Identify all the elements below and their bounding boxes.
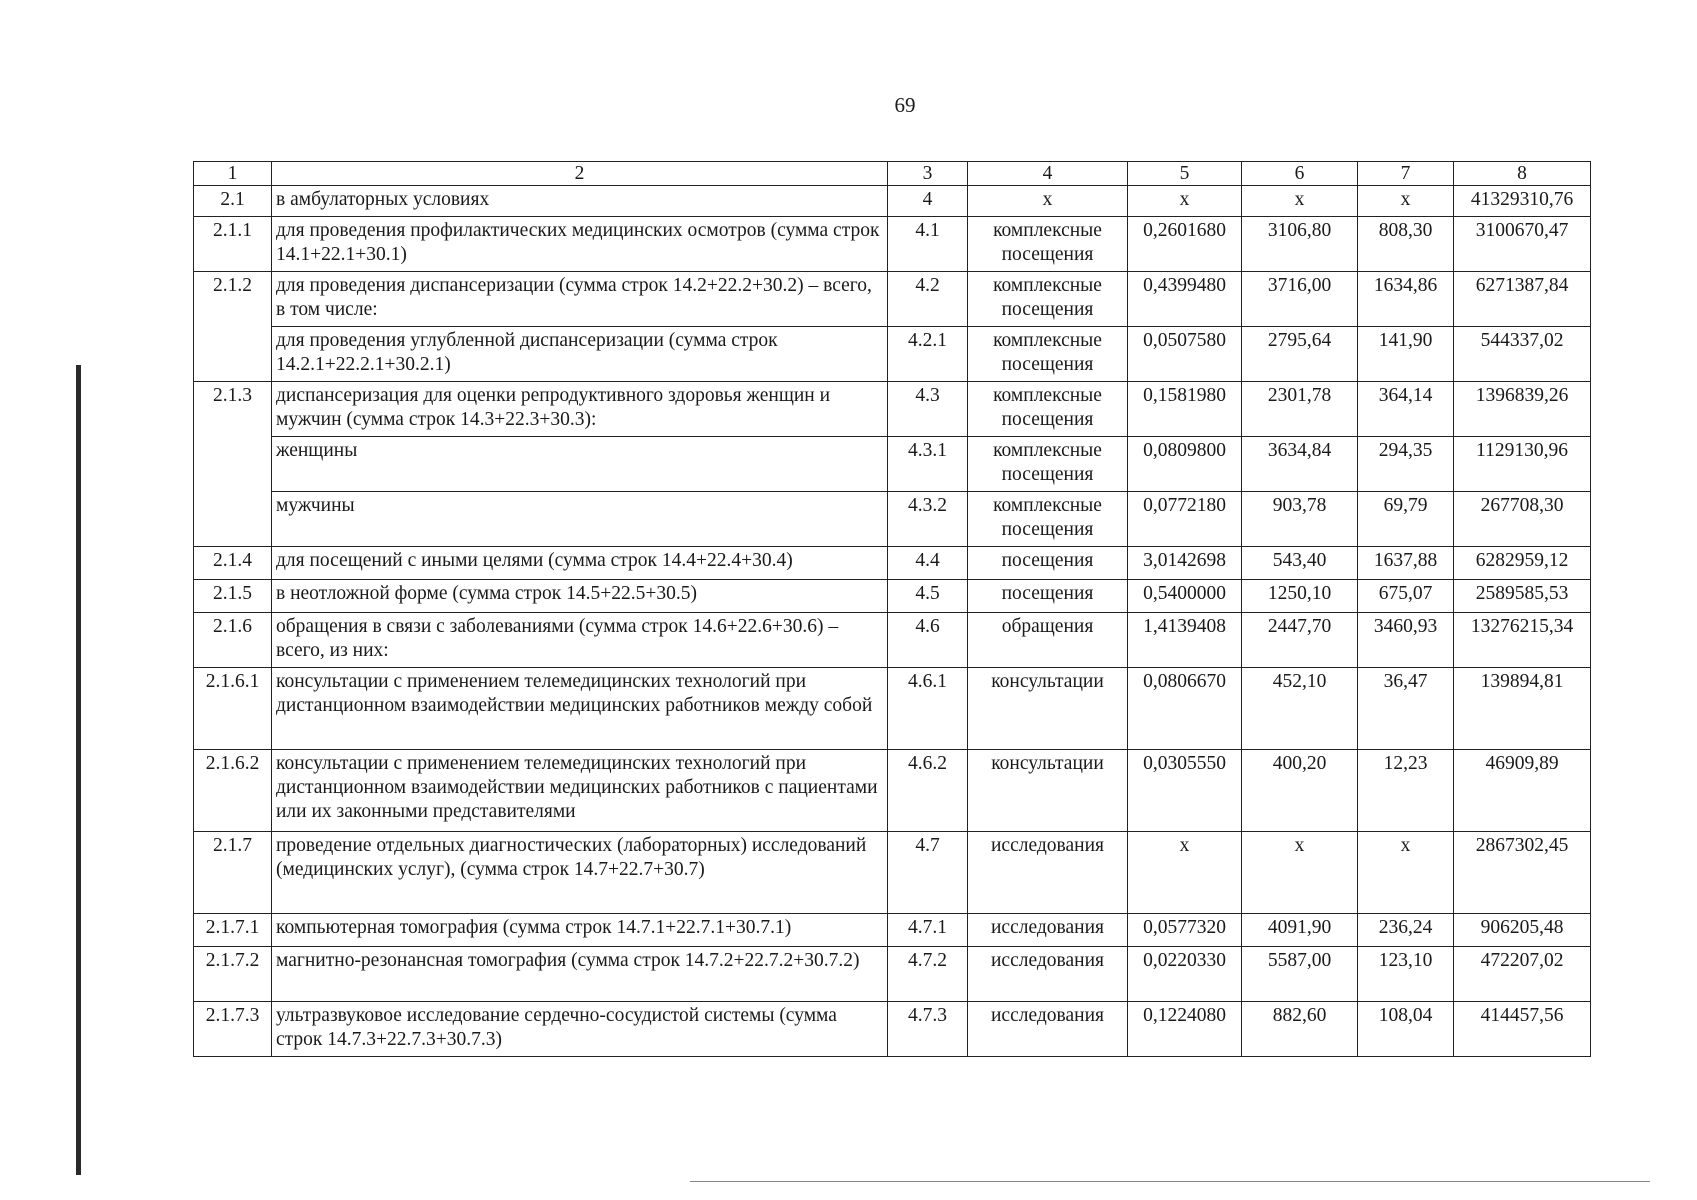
line-code-cell: 4.1 [888,217,968,272]
value-cell: 414457,56 [1454,1002,1591,1057]
line-code-cell: 4.3.2 [888,492,968,547]
unit-cell: комплексные посещения [968,492,1128,547]
value-cell: 2589585,53 [1454,580,1591,613]
value-cell: 12,23 [1358,750,1454,832]
unit-cell: х [968,186,1128,217]
table-row [194,547,1591,580]
value-cell: 3460,93 [1358,613,1454,668]
value-cell: 36,47 [1358,668,1454,750]
row-name-cell: обращения в связи с заболеваниями (сумма строк 14.6+22.6+30.6) – всего, из них: [272,613,888,668]
value-cell: 4091,90 [1242,914,1358,947]
row-number-cell: 2.1.4 [194,547,272,580]
value-cell: 0,0809800 [1128,437,1242,492]
line-code-cell: 4.2 [888,272,968,327]
value-cell: 69,79 [1358,492,1454,547]
value-cell: 543,40 [1242,547,1358,580]
row-number-cell: 2.1.6 [194,613,272,668]
row-number-cell: 2.1.7.1 [194,914,272,947]
value-cell: 141,90 [1358,327,1454,382]
unit-cell: комплексные посещения [968,437,1128,492]
row-name-cell: консультации с применением телемедицинских технологий при дистанционном взаимодействии медицинских работников с пациентами или их законными представителями [272,750,888,832]
bottom-rule [690,1181,1650,1182]
value-cell: 3,0142698 [1128,547,1242,580]
value-cell: 1,4139408 [1128,613,1242,668]
value-cell: 3100670,47 [1454,217,1591,272]
row-number-cell: 2.1.7.3 [194,1002,272,1057]
line-code-cell: 4.6 [888,613,968,668]
line-code-cell: 4.7.1 [888,914,968,947]
value-cell: 46909,89 [1454,750,1591,832]
value-cell: 1129130,96 [1454,437,1591,492]
row-name-cell: в амбулаторных условиях [272,186,888,217]
value-cell: 2795,64 [1242,327,1358,382]
row-number-cell: 2.1.3 [194,382,272,547]
header-cell: 2 [272,162,888,186]
value-cell: 3634,84 [1242,437,1358,492]
value-cell: 2301,78 [1242,382,1358,437]
row-number-cell: 2.1.7.2 [194,947,272,1002]
value-cell: 0,4399480 [1128,272,1242,327]
table-row [194,492,1591,547]
row-number-cell: 2.1.1 [194,217,272,272]
row-name-cell: ультразвуковое исследование сердечно-сосудистой системы (сумма строк 14.7.3+22.7.3+30.7.3) [272,1002,888,1057]
value-cell: 0,5400000 [1128,580,1242,613]
value-cell: 882,60 [1242,1002,1358,1057]
unit-cell: комплексные посещения [968,382,1128,437]
value-cell: 13276215,34 [1454,613,1591,668]
header-cell: 1 [194,162,272,186]
header-cell: 6 [1242,162,1358,186]
header-cell: 8 [1454,162,1591,186]
unit-cell: исследования [968,832,1128,914]
value-cell: 123,10 [1358,947,1454,1002]
value-cell: 108,04 [1358,1002,1454,1057]
value-cell: 675,07 [1358,580,1454,613]
unit-cell: посещения [968,547,1128,580]
table-row [194,327,1591,382]
table-row [194,437,1591,492]
unit-cell: комплексные посещения [968,272,1128,327]
value-cell: 6282959,12 [1454,547,1591,580]
line-code-cell: 4.7 [888,832,968,914]
value-cell: х [1128,832,1242,914]
value-cell: х [1128,186,1242,217]
unit-cell: комплексные посещения [968,217,1128,272]
value-cell: 808,30 [1358,217,1454,272]
value-cell: х [1242,832,1358,914]
header-cell: 5 [1128,162,1242,186]
value-cell: 267708,30 [1454,492,1591,547]
value-cell: 3106,80 [1242,217,1358,272]
value-cell: 472207,02 [1454,947,1591,1002]
value-cell: 0,1581980 [1128,382,1242,437]
value-cell: 6271387,84 [1454,272,1591,327]
value-cell: 236,24 [1358,914,1454,947]
value-cell: 41329310,76 [1454,186,1591,217]
value-cell: 0,0806670 [1128,668,1242,750]
value-cell: 544337,02 [1454,327,1591,382]
unit-cell: исследования [968,914,1128,947]
value-cell: 906205,48 [1454,914,1591,947]
value-cell: 1396839,26 [1454,382,1591,437]
table-row [194,382,1591,437]
row-name-cell: магнитно-резонансная томография (сумма строк 14.7.2+22.7.2+30.7.2) [272,947,888,1002]
row-number-cell: 2.1.2 [194,272,272,382]
row-name-cell: в неотложной форме (сумма строк 14.5+22.5+30.5) [272,580,888,613]
unit-cell: обращения [968,613,1128,668]
value-cell: 0,2601680 [1128,217,1242,272]
value-cell: 294,35 [1358,437,1454,492]
value-cell: 364,14 [1358,382,1454,437]
row-number-cell: 2.1.6.1 [194,668,272,750]
row-number-cell: 2.1.6.2 [194,750,272,832]
value-cell: 5587,00 [1242,947,1358,1002]
value-cell: 0,0772180 [1128,492,1242,547]
row-name-cell: консультации с применением телемедицинских технологий при дистанционном взаимодействии медицинских работников между собой [272,668,888,750]
binder-edge [76,365,81,1175]
table-row [194,947,1591,1002]
table-row [194,186,1591,217]
unit-cell: исследования [968,947,1128,1002]
value-cell: 0,0305550 [1128,750,1242,832]
table-row [194,750,1591,832]
unit-cell: посещения [968,580,1128,613]
value-cell: 0,0220330 [1128,947,1242,1002]
row-name-cell: компьютерная томография (сумма строк 14.7.1+22.7.1+30.7.1) [272,914,888,947]
line-code-cell: 4.3 [888,382,968,437]
value-cell: 3716,00 [1242,272,1358,327]
row-number-cell: 2.1.5 [194,580,272,613]
value-cell: 903,78 [1242,492,1358,547]
line-code-cell: 4.3.1 [888,437,968,492]
row-name-cell: проведение отдельных диагностических (лабораторных) исследований (медицинских услуг), (сумма строк 14.7+22.7+30.7) [272,832,888,914]
tariff-table [193,161,1591,1057]
table-row [194,914,1591,947]
row-name-cell: для проведения диспансеризации (сумма строк 14.2+22.2+30.2) – всего, в том числе: [272,272,888,327]
table-row [194,580,1591,613]
page-number: 69 [894,93,916,117]
table-row [194,272,1591,327]
value-cell: 2867302,45 [1454,832,1591,914]
header-cell: 4 [968,162,1128,186]
line-code-cell: 4.7.2 [888,947,968,1002]
value-cell: 1250,10 [1242,580,1358,613]
value-cell: 452,10 [1242,668,1358,750]
unit-cell: исследования [968,1002,1128,1057]
row-name-cell: для посещений с иными целями (сумма строк 14.4+22.4+30.4) [272,547,888,580]
row-name-cell: для проведения профилактических медицинских осмотров (сумма строк 14.1+22.1+30.1) [272,217,888,272]
line-code-cell: 4.2.1 [888,327,968,382]
line-code-cell: 4.5 [888,580,968,613]
line-code-cell: 4.6.1 [888,668,968,750]
table-row [194,668,1591,750]
line-code-cell: 4.4 [888,547,968,580]
value-cell: 1637,88 [1358,547,1454,580]
row-name-cell: женщины [272,437,888,492]
value-cell: х [1242,186,1358,217]
row-number-cell: 2.1 [194,186,272,217]
table-row [194,613,1591,668]
value-cell: 0,0577320 [1128,914,1242,947]
table-row [194,1002,1591,1057]
row-name-cell: для проведения углубленной диспансеризации (сумма строк 14.2.1+22.2.1+30.2.1) [272,327,888,382]
header-cell: 3 [888,162,968,186]
header-cell: 7 [1358,162,1454,186]
row-name-cell: диспансеризация для оценки репродуктивного здоровья женщин и мужчин (сумма строк 14.3+22.3+30.3): [272,382,888,437]
table-row [194,217,1591,272]
line-code-cell: 4.7.3 [888,1002,968,1057]
row-name-cell: мужчины [272,492,888,547]
value-cell: х [1358,832,1454,914]
value-cell: 0,0507580 [1128,327,1242,382]
column-numbers-row [194,162,1591,186]
line-code-cell: 4.6.2 [888,750,968,832]
value-cell: 0,1224080 [1128,1002,1242,1057]
table-row [194,832,1591,914]
value-cell: 139894,81 [1454,668,1591,750]
value-cell: 2447,70 [1242,613,1358,668]
value-cell: х [1358,186,1454,217]
line-code-cell: 4 [888,186,968,217]
value-cell: 400,20 [1242,750,1358,832]
unit-cell: консультации [968,750,1128,832]
unit-cell: консультации [968,668,1128,750]
unit-cell: комплексные посещения [968,327,1128,382]
value-cell: 1634,86 [1358,272,1454,327]
row-number-cell: 2.1.7 [194,832,272,914]
